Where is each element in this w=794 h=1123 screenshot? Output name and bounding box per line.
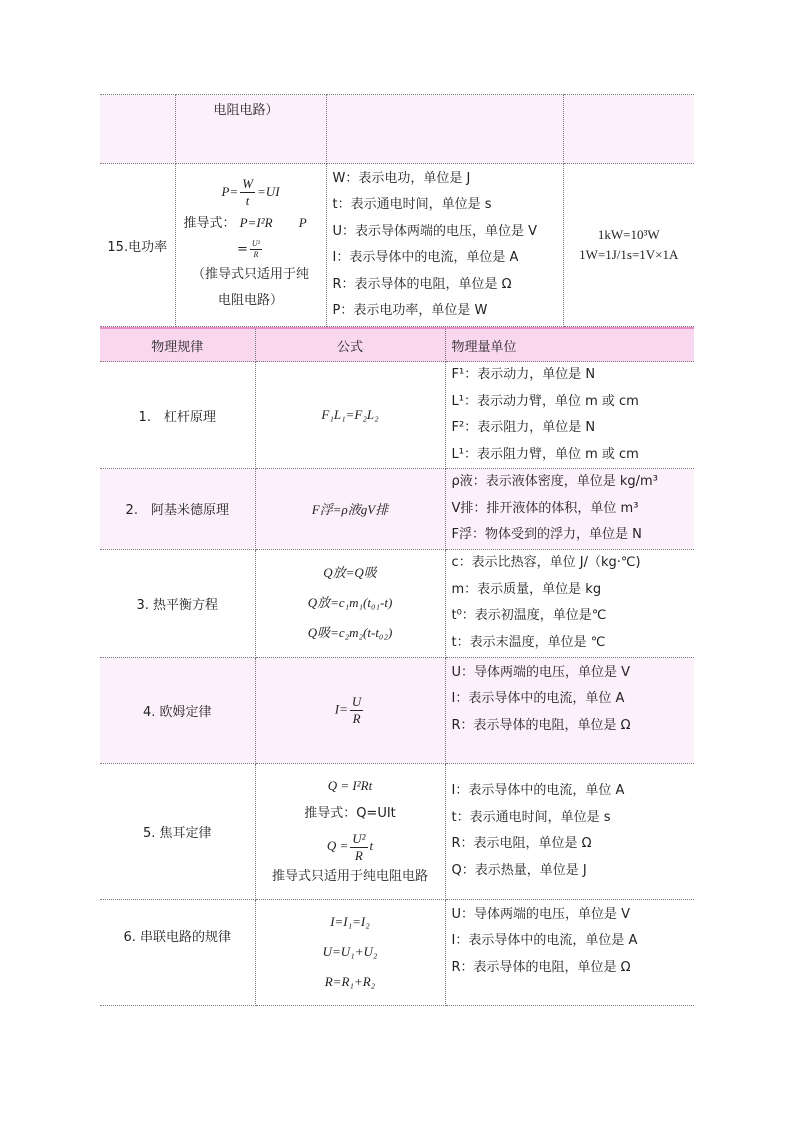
formula-cell: P= $\frac{W}{t}$ =UI 推导式： P=I²R P = $\frac{\text{U²}}{R}$ （推导式只适用于纯 电阻电路） (175, 164, 326, 327)
law-name: 6. 串联电路的规律 (100, 899, 255, 1005)
units-cell: W：表示电功，单位是 J t：表示通电时间，单位是 s U：表示导体两端的电压，单位是 V I：表示导体中的电流，单位是 A R：表示导体的电阻，单位是 Ω P：表示电功率，单位是 W (326, 164, 563, 327)
table-cell (326, 95, 563, 164)
units-cell: c：表示比热容，单位 J/（kg·℃) m：表示质量，单位是 kg t⁰：表示初温度，单位是℃ t：表示末温度，单位是 ℃ (445, 549, 694, 657)
table-cell (100, 95, 175, 164)
formula-note: 电阻电路） (213, 103, 279, 118)
units-cell: U：导体两端的电压，单位是 V I：表示导体中的电流，单位 A R：表示导体的电阻，单位是 Ω (445, 657, 694, 763)
units-cell: ρ液：表示液体密度，单位是 kg/m³ V排：排开液体的体积，单位 m³ F浮：物体受到的浮力，单位是 N (445, 469, 694, 550)
table-row (100, 164, 694, 327)
table-row (100, 469, 694, 550)
physics-laws-table (100, 327, 694, 1006)
formula: I= $\frac{U}{R}$ (255, 657, 445, 763)
table-header-row (100, 328, 694, 362)
table-row (100, 763, 694, 899)
column-header: 物理规律 (100, 328, 255, 362)
law-name: 4. 欧姆定律 (100, 657, 255, 763)
conversion-cell: 1kW=10³W 1W=1J/1s=1V×1A (563, 164, 694, 327)
table-cell (175, 95, 326, 164)
law-name: 2. 阿基米德原理 (100, 469, 255, 550)
formula-cell: I=I₁=I₂ U=U₁+U₂ R=R₁+R₂ (255, 899, 445, 1005)
table-row (100, 549, 694, 657)
table-row (100, 899, 694, 1005)
formula-cell: Q = I²Rt 推导式：Q=UIt Q = $\frac{\text{U²}}{R}$ t 推导式只适用于纯电阻电路 (255, 763, 445, 899)
table-cell (563, 95, 694, 164)
law-name: 3. 热平衡方程 (100, 549, 255, 657)
document-page (100, 94, 694, 1006)
formula-cell: Q放=Q吸 Q放=c₁m₁(t₀₁-t) Q吸=c₂m₂(t-t₀₂) (255, 549, 445, 657)
law-name: 15.电功率 (100, 164, 175, 327)
formula: F浮=ρ液gV排 (255, 469, 445, 550)
units-cell: I：表示导体中的电流，单位 A t：表示通电时间，单位是 s R：表示电阻，单位是 Ω Q：表示热量，单位是 J (445, 763, 694, 899)
formula: F₁L₁=F₂L₂ (255, 362, 445, 469)
units-cell: U：导体两端的电压，单位是 V I：表示导体中的电流，单位是 A R：表示导体的电阻，单位是 Ω (445, 899, 694, 1005)
column-header: 物理量单位 (445, 328, 694, 362)
table-row (100, 657, 694, 763)
column-header: 公式 (255, 328, 445, 362)
law-name: 5. 焦耳定律 (100, 763, 255, 899)
units-cell: F¹：表示动力，单位是 N L¹：表示动力臂，单位 m 或 cm F²：表示阻力，单位是 N L¹：表示阻力臂，单位 m 或 cm (445, 362, 694, 469)
table-row (100, 95, 694, 164)
law-name: 1. 杠杆原理 (100, 362, 255, 469)
table-row (100, 362, 694, 469)
electric-power-table (100, 94, 694, 327)
